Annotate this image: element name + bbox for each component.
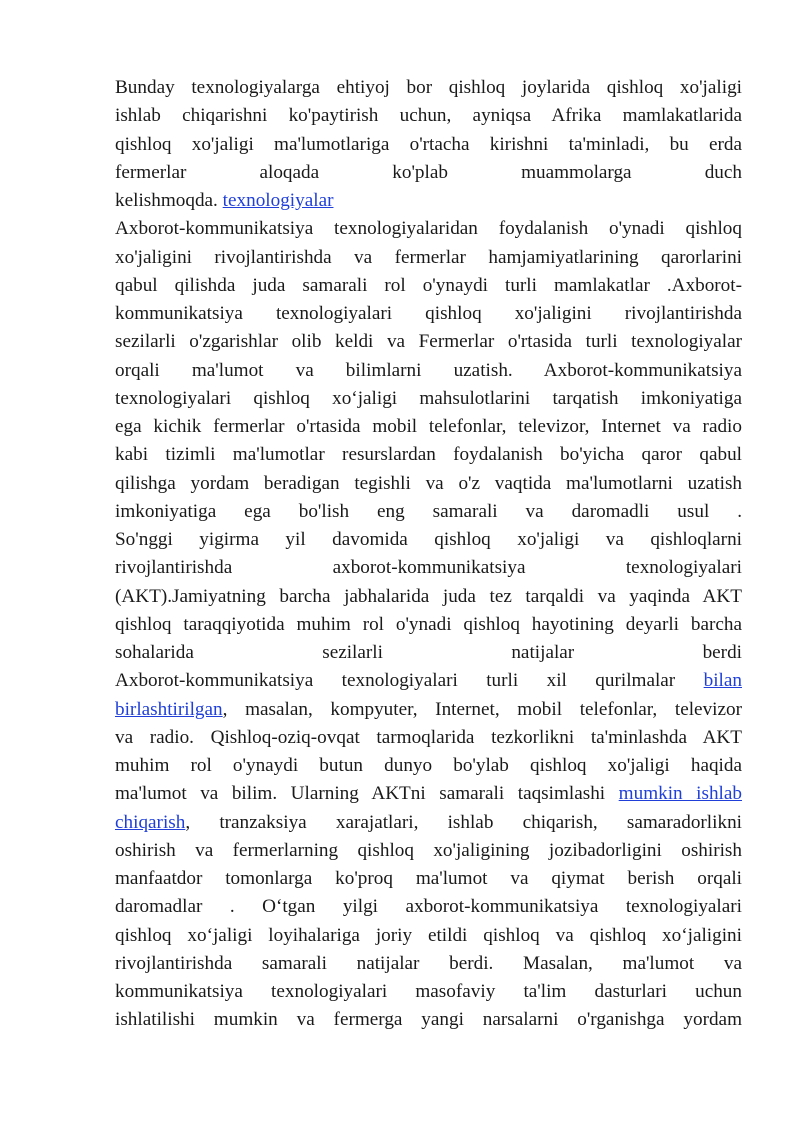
text-fragment: Axborot-kommunikatsiya texnologiyalari turli xil qurilmalar bbox=[115, 670, 704, 692]
text-line bbox=[115, 187, 742, 215]
text-line: imkoniyatiga ega bo'lish eng samarali va daromadli usul . bbox=[115, 500, 742, 522]
text-line: sezilarli o'zgarishlar olib keldi va Fermerlar o'rtasida turli texnologiyalar bbox=[115, 331, 742, 353]
text-line: qishloq xo'jaligi ma'lumotlariga o'rtacha kirishni ta'minladi, bu erda bbox=[115, 133, 742, 155]
text-line: ega kichik fermerlar o'rtasida mobil telefonlar, televizor, Internet va radio bbox=[115, 416, 742, 437]
text-line: Axborot-kommunikatsiya texnologiyalaridan foydalanish o'ynadi qishloq bbox=[115, 218, 742, 240]
text-fragment: kelishmoqda. bbox=[115, 190, 223, 211]
text-line: qishloq xo‘jaligi loyihalariga joriy etildi qishloq va qishloq xo‘jaligini bbox=[115, 924, 742, 946]
text-line: daromadlar . O‘tgan yilgi axborot-kommunikatsiya texnologiyalari bbox=[115, 896, 742, 918]
text-line bbox=[115, 696, 742, 724]
text-line: ishlab chiqarishni ko'paytirish uchun, ayniqsa Afrika mamlakatlarida bbox=[115, 105, 742, 127]
link-birlashtirilgan[interactable]: birlashtirilgan bbox=[115, 698, 223, 720]
text-line: xo'jaligini rivojlantirishda va fermerlar hamjamiyatlarining qarorlarini bbox=[115, 246, 742, 268]
text-line: va radio. Qishloq-oziq-ovqat tarmoqlarida tezkorlikni ta'minlashda AKT bbox=[115, 726, 742, 748]
text-line: oshirish va fermerlarning qishloq xo'jaligining jozibadorligini oshirish bbox=[115, 839, 742, 861]
text-line: kommunikatsiya texnologiyalari masofaviy ta'lim dasturlari uchun bbox=[115, 981, 742, 1002]
link-chiqarish[interactable]: chiqarish bbox=[115, 811, 186, 833]
paragraph-3 bbox=[115, 526, 742, 667]
paragraph-2 bbox=[115, 215, 742, 526]
text-line: rivojlantirishda samarali natijalar berdi. Masalan, ma'lumot va bbox=[115, 952, 742, 974]
text-line: rivojlantirishda axborot-kommunikatsiya texnologiyalari bbox=[115, 557, 742, 579]
text-line bbox=[115, 809, 742, 837]
text-fragment: , tranzaksiya xarajatlari, ishlab chiqarish, samaradorlikni bbox=[185, 811, 742, 833]
text-line bbox=[115, 667, 742, 695]
text-line: manfaatdor tomonlarga ko'proq ma'lumot va qiymat berish orqali bbox=[115, 868, 742, 889]
text-line: texnologiyalari qishloq xo‘jaligi mahsulotlarini tarqatish imkoniyatiga bbox=[115, 387, 742, 409]
text-fragment: , masalan, kompyuter, Internet, mobil telefonlar, televizor bbox=[222, 698, 742, 720]
text-line: sohalarida sezilarli natijalar berdi bbox=[115, 642, 742, 663]
text-line: orqali ma'lumot va bilimlarni uzatish. Axborot-kommunikatsiya bbox=[115, 359, 742, 381]
text-line: fermerlar aloqada ko'plab muammolarga duch bbox=[115, 161, 742, 183]
text-line: qilishga yordam beradigan tegishli va o'z vaqtida ma'lumotlarni uzatish bbox=[115, 472, 742, 494]
text-line bbox=[115, 780, 742, 808]
link-bilan[interactable]: bilan bbox=[703, 670, 742, 692]
link-texnologiyalar[interactable]: texnologiyalar bbox=[222, 190, 334, 211]
text-line: Bunday texnologiyalarga ehtiyoj bor qishloq joylarida qishloq xo'jaligi bbox=[115, 77, 742, 98]
text-line: qabul qilishda juda samarali rol o'ynaydi turli mamlakatlar .Axborot- bbox=[115, 274, 742, 296]
link-mumkin-ishlab[interactable]: mumkin ishlab bbox=[618, 783, 742, 805]
paragraph-4 bbox=[115, 667, 742, 1034]
document-page bbox=[115, 74, 742, 1035]
text-line: qishloq taraqqiyotida muhim rol o'ynadi qishloq hayotining deyarli barcha bbox=[115, 613, 742, 635]
text-line: (AKT).Jamiyatning barcha jabhalarida juda tez tarqaldi va yaqinda AKT bbox=[115, 585, 742, 607]
text-line: kommunikatsiya texnologiyalari qishloq xo'jaligini rivojlantirishda bbox=[115, 303, 742, 324]
paragraph-1 bbox=[115, 74, 742, 215]
text-line: muhim rol o'ynaydi butun dunyo bo'ylab qishloq xo'jaligi haqida bbox=[115, 755, 742, 776]
text-line: ishlatilishi mumkin va fermerga yangi narsalarni o'rganishga yordam bbox=[115, 1009, 742, 1031]
text-fragment: ma'lumot va bilim. Ularning AKTni samarali taqsimlashi bbox=[115, 783, 619, 805]
text-line: kabi tizimli ma'lumotlar resurslardan foydalanish bo'yicha qaror qabul bbox=[115, 444, 742, 466]
text-line: So'nggi yigirma yil davomida qishloq xo'jaligi va qishloqlarni bbox=[115, 529, 742, 550]
